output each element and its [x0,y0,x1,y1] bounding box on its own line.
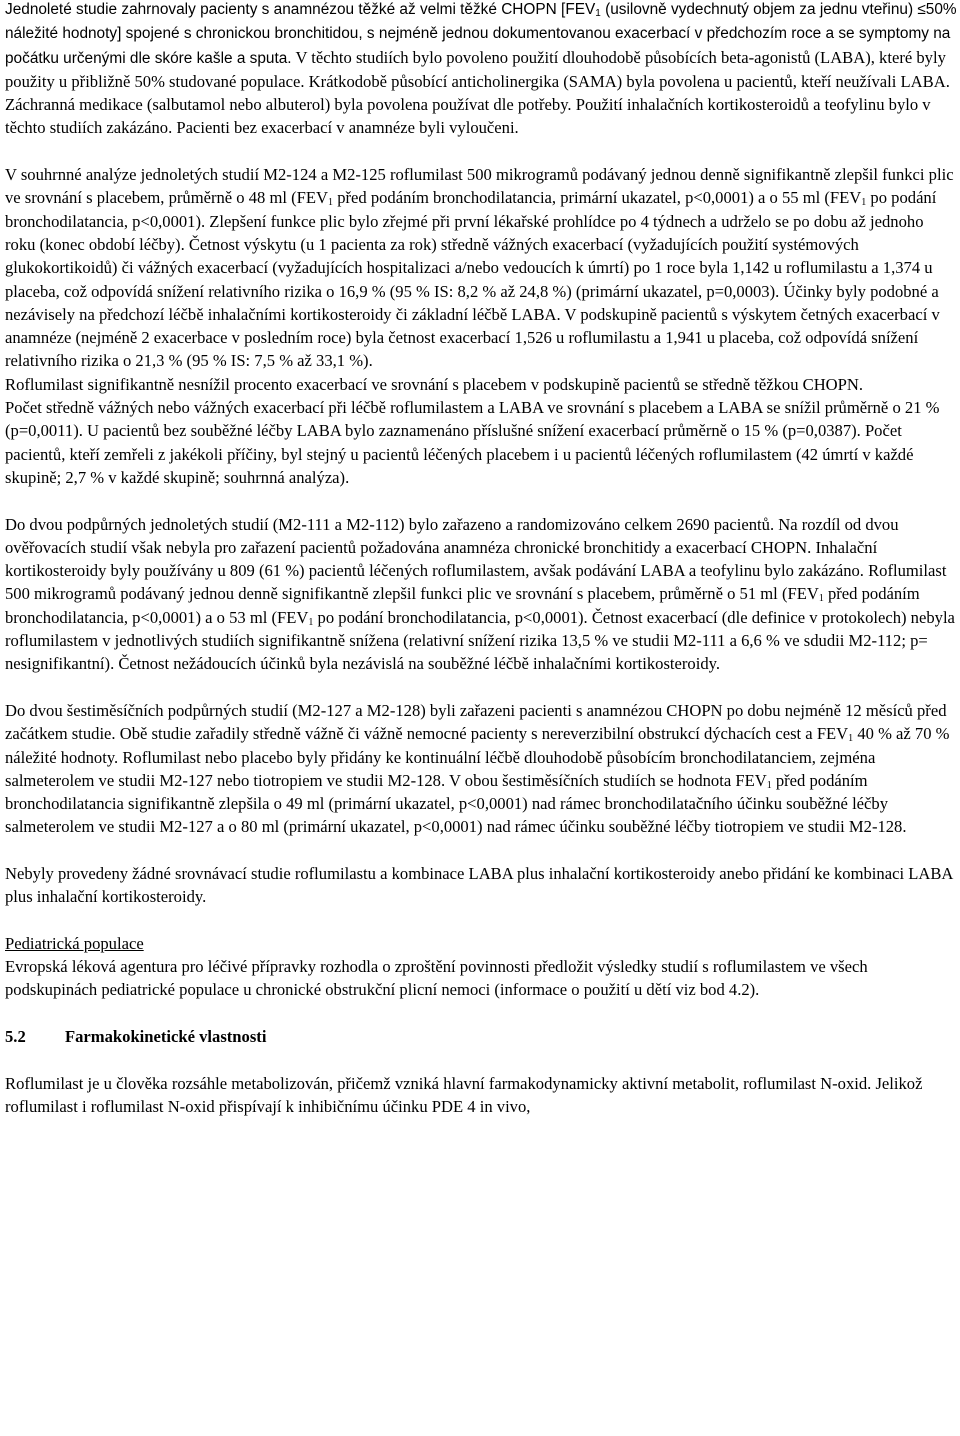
paragraph-pharmacokinetics: Roflumilast je u člověka rozsáhle metabolizován, přičemž vzniká hlavní farmakodynamicky aktivní metabolit, roflumilast N-oxid. Jelikož roflumilast i roflumilast N-oxid přispívají k inhibičnímu účinku PDE 4 in vivo, [5,1073,923,1116]
paragraph-no-comparative-studies: Nebyly provedeny žádné srovnávací studie roflumilastu a kombinace LABA plus inhalační kortikosteroidy anebo přidání ke kombinaci LABA plus inhalační kortikosteroidy. [5,863,953,907]
spacer [5,489,957,512]
spacer [5,839,957,862]
spacer [5,1002,957,1025]
subheading-pediatric: Pediatrická populace [5,933,144,953]
section-title: Farmakokinetické vlastnosti [65,1027,267,1047]
text-segment: Jednoleté studie zahrnovaly pacienty s anamnézou těžké až velmi těžké CHOPN [$FEV_1$ (usilovně vydechnutý objem za jednu vteřinu) ≤50% náležité hodnoty] spojené s chronickou bronchitidou, s nejméně jednou dokumentovanou exacerbací v předchozím roce a se symptomy na počátku určenými dle skóre kašle a sputa. [5,1,957,67]
spacer [5,676,957,699]
section-number: 5.2 [5,1027,26,1047]
spacer [5,909,957,932]
document-page [5,0,957,1118]
paragraph-laba-exacerbations: Počet středně vážných nebo vážných exacerbací při léčbě roflumilastem a LABA ve srovnání s placebem a LABA se snížil průměrně o 21 % (p=0,0011). U pacientů bez souběžné léčby LABA bylo zaznamenáno příslušné snížení exacerbací průměrně o 15 % (p=0,0387). Počet pacientů, kteří zemřeli z jakékoli příčiny, byl stejný u pacientů léčených placebem i u pacientů léčených roflumilastem (42 úmrtí v každé skupině; 2,7 % v každé skupině; souhrnná analýza). [5,398,940,487]
paragraph-pooled-analysis: V souhrnné analýze jednoletých studií M2-124 a M2-125 roflumilast 500 mikrogramů podávaný jednou denně signifikantně zlepšil funkci plic ve srovnání s placebem, průměrně o 48 ml ($FEV_1$ před podáním bronchodilatancia, primární ukazatel, p<0,0001) a o 55 ml ($FEV_1$ po podání bronchodilatancia, p<0,0001). Zlepšení funkce plic bylo zřejmé při první lékařské prohlídce po 4 týdnech a udrželo se po dobu až jednoho roku (konec období léčby). Četnost výskytu (u 1 pacienta za rok) středně vážných exacerbací (vyžadujících použití systémových glukokortikoidů) či vážných exacerbací (vyžadujících hospitalizaci a/nebo vedoucích k úmrtí) po 1 roce byla 1,142 u roflumilastu a 1,374 u placeba, což odpovídá snížení relativního rizika o 16,9 % (95 % IS: 8,2 % až 24,8 %) (primární ukazatel, p=0,0003). Účinky byly podobné a nezávisely na předchozí léčbě inhalačními kortikosteroidy či základní léčbě LABA. V podskupině pacientů s výskytem četných exacerbací v anamnéze (nejméně 2 exacerbace v posledním roce) byla četnost exacerbací 1,526 u roflumilastu a 1,941 u placeba, což odpovídá snížení relativního rizika o 21,3 % (95 % IS: 7,5 % až 33,1 %). [5,165,954,371]
paragraph-pediatric: Evropská léková agentura pro léčivé přípravky rozhodla o zproštění povinnosti předložit výsledky studií s roflumilastem ve všech podskupinách pediatrické populace u chronické obstrukční plicní nemoci (informace o použití u dětí viz bod 4.2). [5,957,868,1000]
paragraph-supporting-studies: Do dvou podpůrných jednoletých studií (M2-111 a M2-112) bylo zařazeno a randomizováno celkem 2690 pacientů. Na rozdíl od dvou ověřovacích studií však nebyla pro zařazení pacientů požadována anamnéza chronické bronchitidy a exacerbací CHOPN. Inhalační kortikosteroidy byly používány u 809 (61 %) pacientů léčených roflumilastem, avšak podávání LABA a teofylinu bylo zakázáno. Roflumilast 500 mikrogramů podávaný jednou denně signifikantně zlepšil funkci plic ve srovnání s placebem, průměrně o 51 ml ($FEV_1$ před podáním bronchodilatancia, p<0,0001) a o 53 ml ($FEV_1$ po podání bronchodilatancia, p<0,0001). Četnost exacerbací (dle definice v protokolech) nebyla roflumilastem v jednotlivých studiích signifikantně snížena (relativní snížení rizika 13,5 % ve studii M2-111 a 6,6 % ve sdudii M2-112; p= nesignifikantní). Četnost nežádoucích účinků byla nezávislá na souběžné léčbě inhalačními kortikosteroidy. [5,514,955,674]
paragraph-six-month-studies: Do dvou šestiměsíčních podpůrných studií (M2-127 a M2-128) byli zařazeni pacienti s anamnézou CHOPN po dobu nejméně 12 měsíců před začátkem studie. Obě studie zařadily středně vážně či vážně nemocné pacienty s nereverzibilní obstrukcí dýchacích cest a $FEV_1$ 40 % až 70 % náležité hodnoty. Roflumilast nebo placebo byly přidány ke kontinuální léčbě dlouhodobě působícím bronchodilatanciem, zejména salmeterolem ve studii M2-127 nebo tiotropiem ve studii M2-128. V obou šestiměsíčních studiích se hodnota $FEV_1$ před podáním bronchodilatancia signifikantně zlepšila o 49 ml (primární ukazatel, p<0,0001) nad rámec bronchodilatačního účinku souběžné léčby salmeterolem ve studii M2-127 a o 80 ml (primární ukazatel, p<0,0001) nad rámec účinku souběžné léčby tiotropiem ve studii M2-128. [5,700,950,837]
spacer [5,1048,957,1071]
paragraph-moderate-copd: Roflumilast signifikantně nesnížil procento exacerbací ve srovnání s placebem v podskupině pacientů se středně těžkou CHOPN. [5,374,864,394]
paragraph-study-population: Jednoleté studie zahrnovaly pacienty s anamnézou těžké až velmi těžké CHOPN [$FEV_1$ (usilovně vydechnutý objem za jednu vteřinu) ≤50% náležité hodnoty] spojené s chronickou bronchitidou, s nejméně jednou dokumentovanou exacerbací v předchozím roce a se symptomy na počátku určenými dle skóre kašle a sputa. V těchto studiích bylo povoleno použití dlouhodobě působících beta-agonistů (LABA), které byly použity u přibližně 50% studované populace. Krátkodobě působící anticholinergika (SAMA) byla povolena u pacientů, kteří neužívali LABA. Záchranná medikace (salbutamol nebo albuterol) byla povolena používat dle potřeby. Použití inhalačních kortikosteroidů a teofylinu bylo v těchto studiích zakázáno. Pacienti bez exacerbací v anamnéze byli vyloučeni. [5,1,957,138]
section-heading [5,1025,957,1048]
spacer [5,140,957,163]
